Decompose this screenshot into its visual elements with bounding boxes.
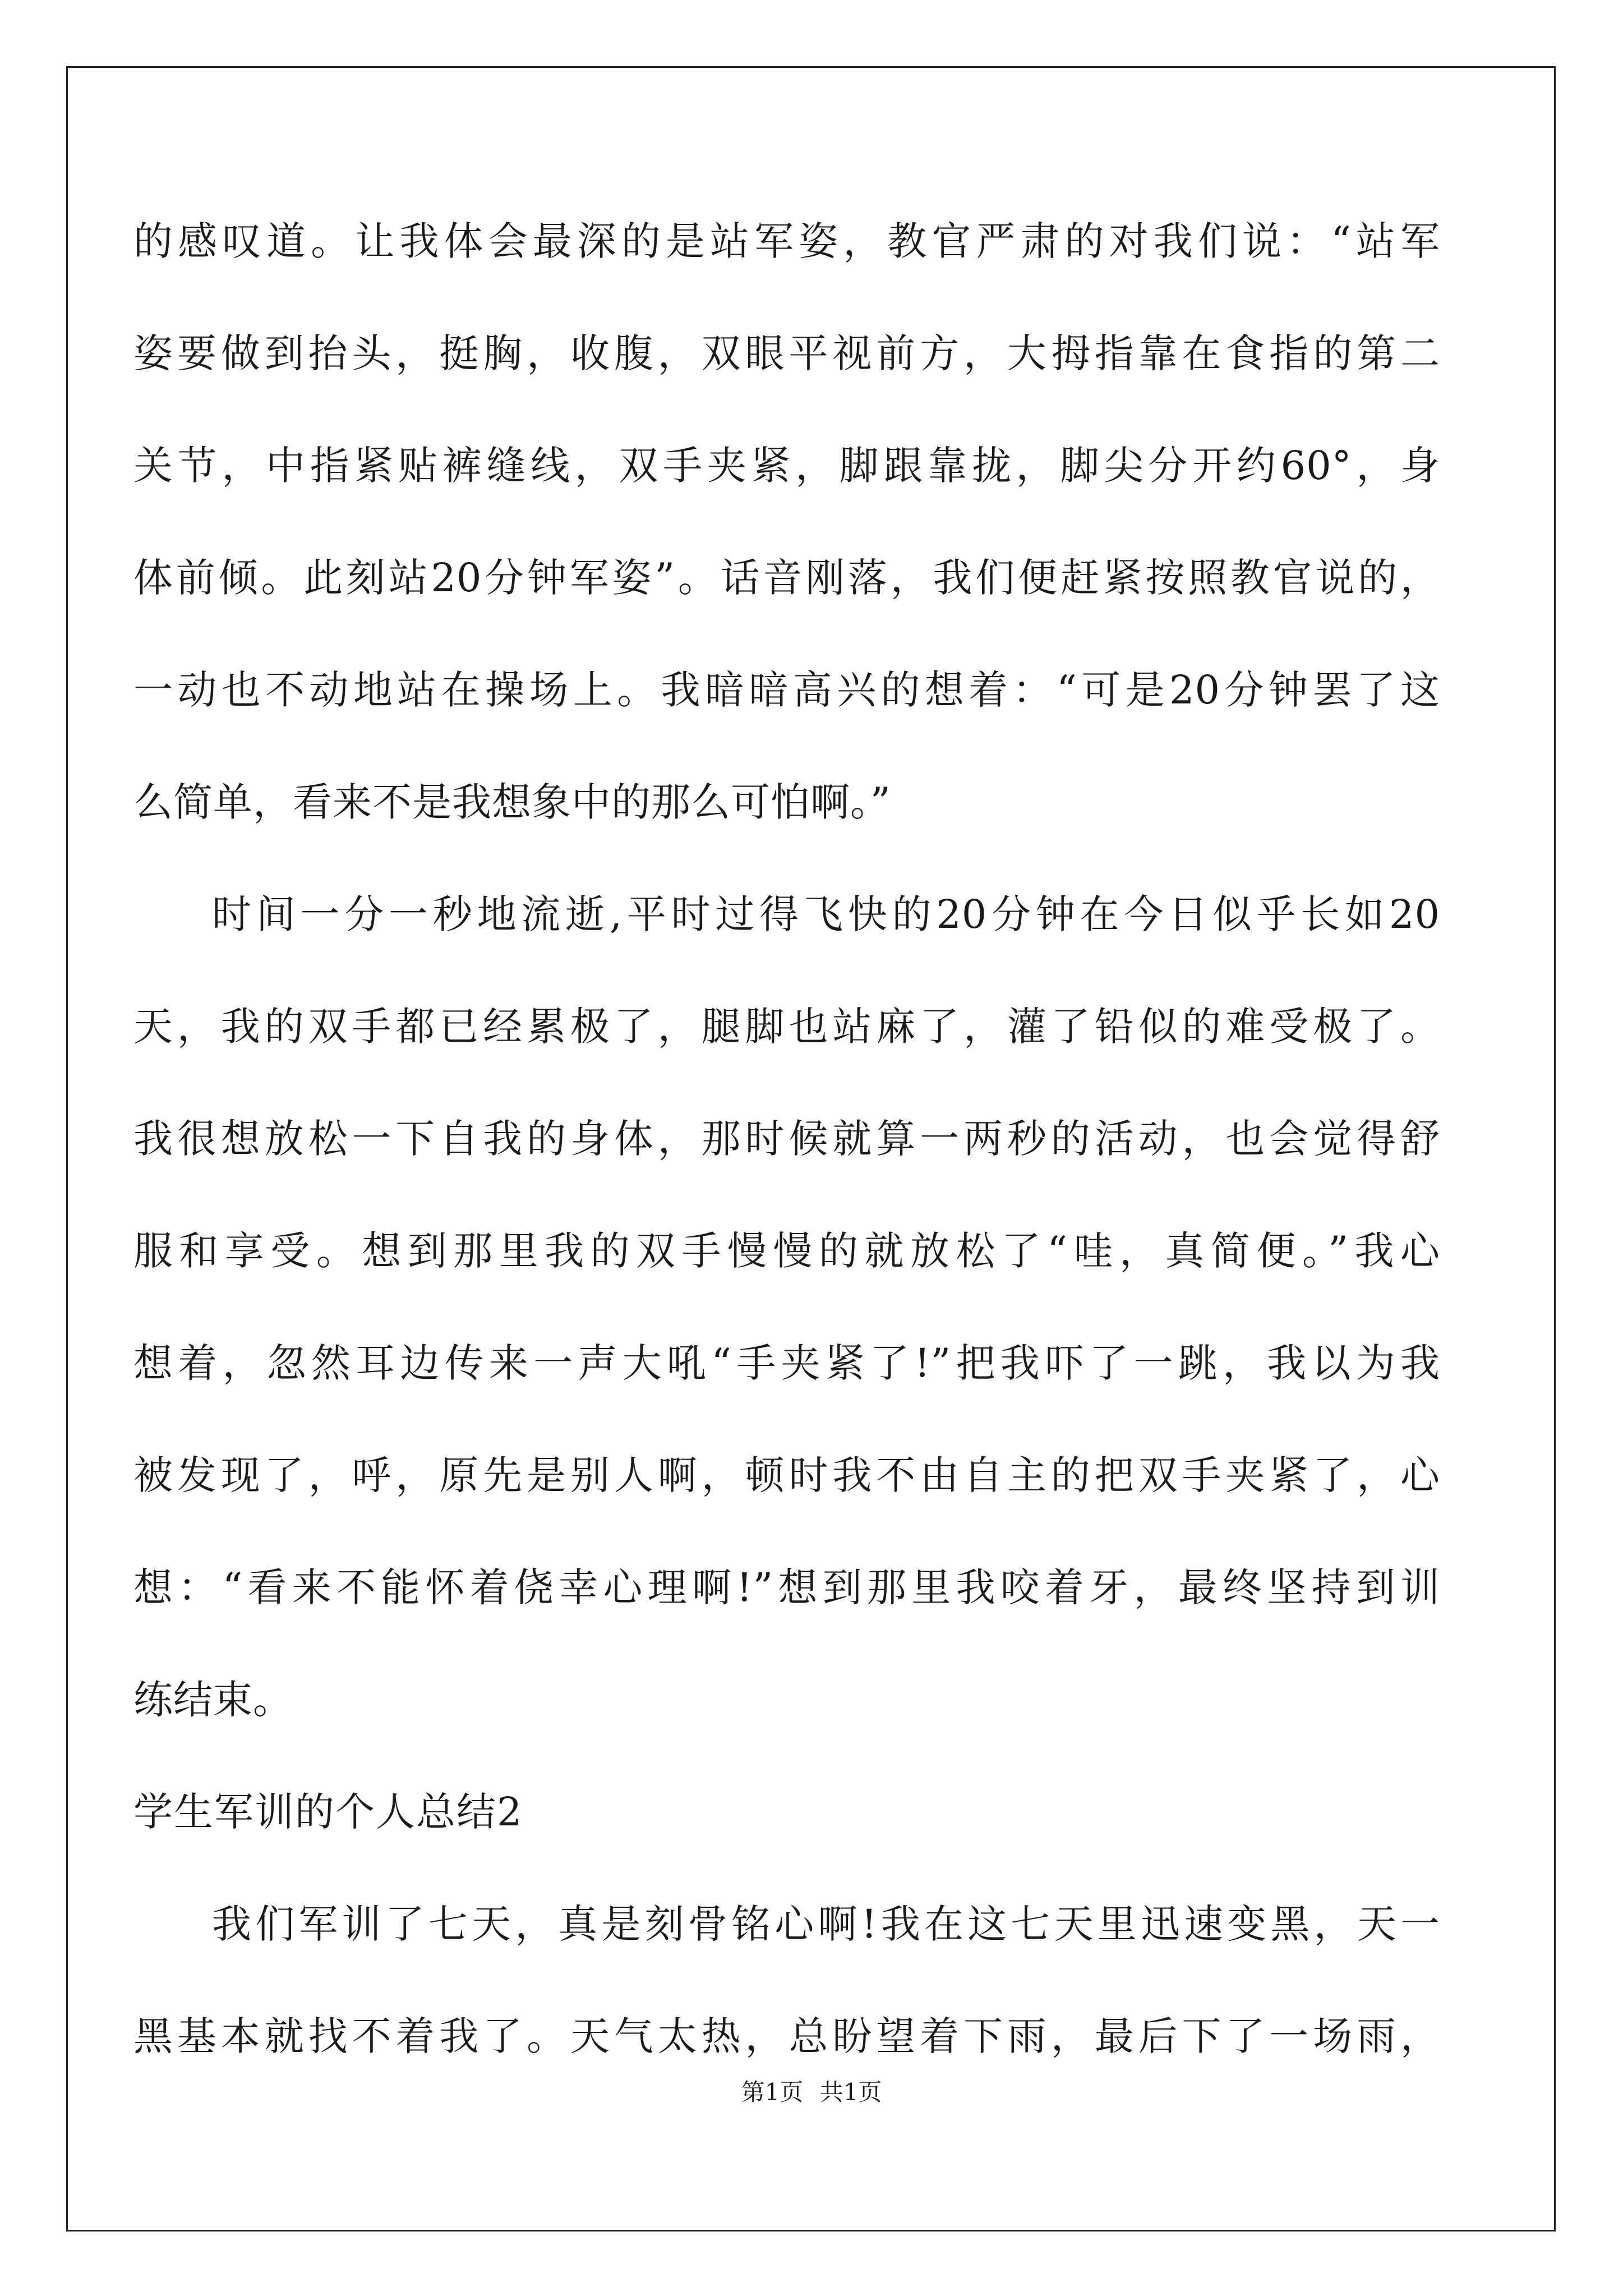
paragraph-line: 黑基本就找不着我了。天气太热，总盼望着下雨，最后下了一场雨， — [133, 2013, 1440, 2059]
page-number-total: 共1页 — [819, 2078, 882, 2106]
paragraph-line: 练结束。 — [133, 1677, 293, 1723]
paragraph-first-line: 我们军训了七天，真是刻骨铭心啊!我在这七天里迅速变黑，天一 — [212, 1901, 1440, 1947]
paragraph-line: 关节，中指紧贴裤缝线，双手夹紧，脚跟靠拢，脚尖分开约60°，身 — [133, 443, 1440, 489]
section-heading: 学生军训的个人总结2 — [133, 1789, 523, 1835]
paragraph-line: 被发现了，呼，原先是别人啊，顿时我不由自主的把双手夹紧了，心 — [133, 1452, 1440, 1498]
paragraph-line: 我很想放松一下自我的身体，那时候就算一两秒的活动，也会觉得舒 — [133, 1116, 1440, 1162]
paragraph-line: 想：“看来不能怀着侥幸心理啊!”想到那里我咬着牙，最终坚持到训 — [133, 1565, 1440, 1611]
page-number-current: 第1页 — [741, 2078, 804, 2106]
paragraph-line: 体前倾。此刻站20分钟军姿”。话音刚落，我们便赶紧按照教官说的， — [133, 555, 1440, 601]
page-footer — [0, 2076, 1623, 2109]
paragraph-line: 的感叹道。让我体会最深的是站军姿，教官严肃的对我们说：“站军 — [133, 218, 1440, 264]
paragraph-line: 想着，忽然耳边传来一声大吼“手夹紧了!”把我吓了一跳，我以为我 — [133, 1340, 1440, 1386]
paragraph-first-line: 时间一分一秒地流逝,平时过得飞快的20分钟在今日似乎长如20 — [212, 891, 1440, 937]
paragraph-line: 姿要做到抬头，挺胸，收腹，双眼平视前方，大拇指靠在食指的第二 — [133, 330, 1440, 376]
paragraph-line: 一动也不动地站在操场上。我暗暗高兴的想着：“可是20分钟罢了这 — [133, 667, 1440, 713]
paragraph-line: 服和享受。想到那里我的双手慢慢的就放松了“哇，真简便。”我心 — [133, 1228, 1440, 1274]
paragraph-line: 么简单，看来不是我想象中的那么可怕啊。” — [133, 779, 891, 825]
paragraph-line: 天，我的双手都已经累极了，腿脚也站麻了，灌了铅似的难受极了。 — [133, 1004, 1440, 1050]
